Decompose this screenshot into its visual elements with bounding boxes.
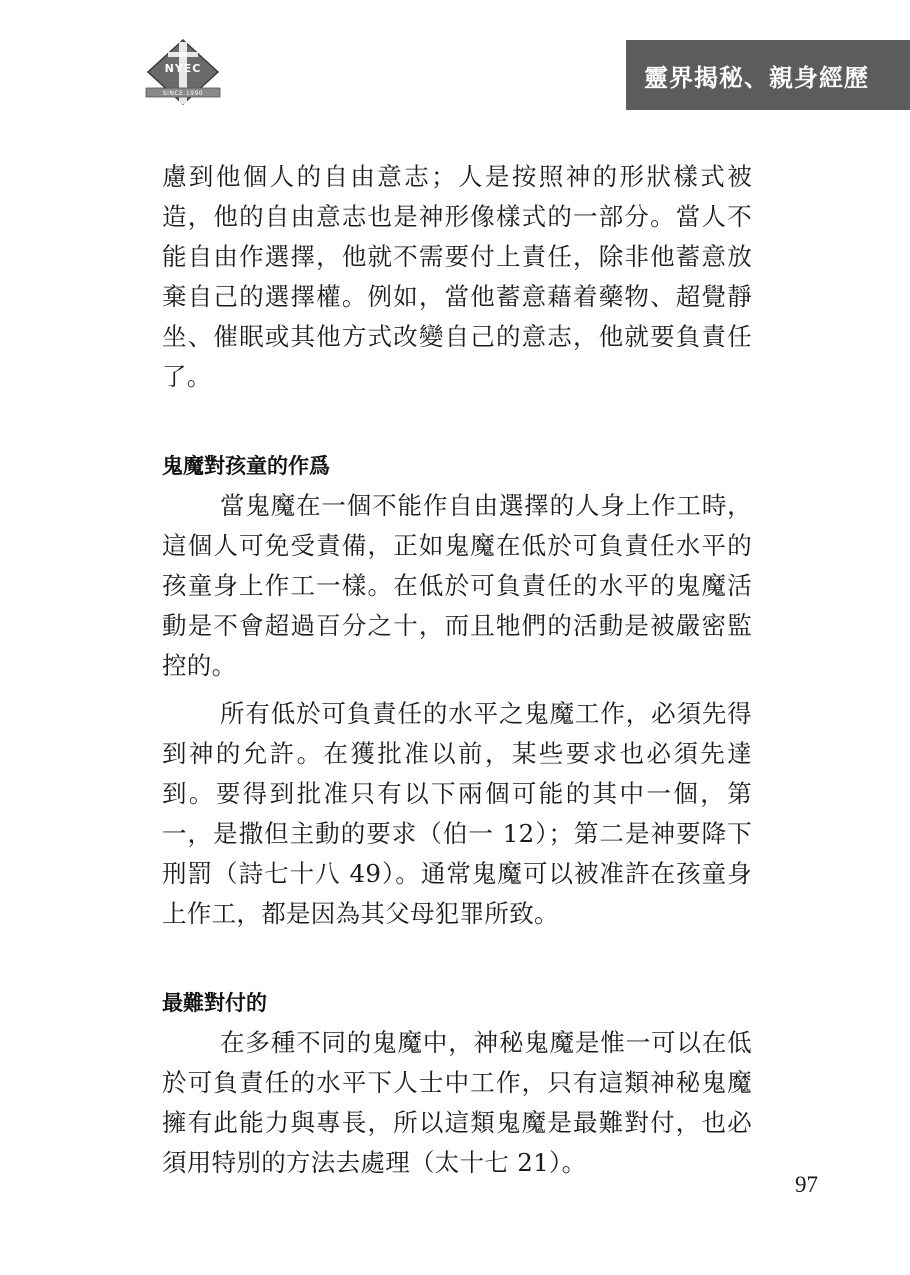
section-heading-children: 鬼魔對孩童的作爲: [162, 454, 330, 478]
page-body: [162, 157, 752, 1183]
section-heading-hardest: 最難對付的: [162, 991, 267, 1015]
logo-since: SINCE 1990: [162, 90, 204, 97]
section1-paragraph-2: 所有低於可負責任的水平之鬼魔工作，必須先得到神的允許。在獲批准以前，某些要求也必須先達到。要得到批准只有以下兩個可能的其中一個，第一，是撒但主動的要求（伯一 12）；第二是神要降下刑罰（詩七十八 49）。通常鬼魔可以被准許在孩童身上作工，都是因為其父母犯罪所致。: [162, 699, 752, 928]
publisher-logo: [142, 38, 224, 108]
logo-text: NYEC: [164, 62, 202, 75]
chapter-title-banner: 靈界揭秘、親身經歷: [626, 40, 910, 110]
intro-paragraph: 慮到他個人的自由意志；人是按照神的形狀樣式被造，他的自由意志也是神形像樣式的一部分。當人不能自由作選擇，他就不需要付上責任，除非他蓄意放棄自己的選擇權。例如，當他蓄意藉着藥物、超覺靜坐、催眠或其他方式改變自己的意志，他就要負責任了。: [162, 162, 752, 391]
page-number: 97: [795, 1172, 818, 1197]
section2-paragraph-1: 在多種不同的鬼魔中，神秘鬼魔是惟一可以在低於可負責任的水平下人士中工作，只有這類神秘鬼魔擁有此能力與專長，所以這類鬼魔是最難對付，也必須用特別的方法去處理（太十七 21）。: [162, 1028, 752, 1177]
section1-paragraph-1: 當鬼魔在一個不能作自由選擇的人身上作工時，這個人可免受責備，正如鬼魔在低於可負責任水平的孩童身上作工一樣。在低於可負責任的水平的鬼魔活動是不會超過百分之十，而且牠們的活動是被嚴密監控的。: [162, 491, 752, 680]
